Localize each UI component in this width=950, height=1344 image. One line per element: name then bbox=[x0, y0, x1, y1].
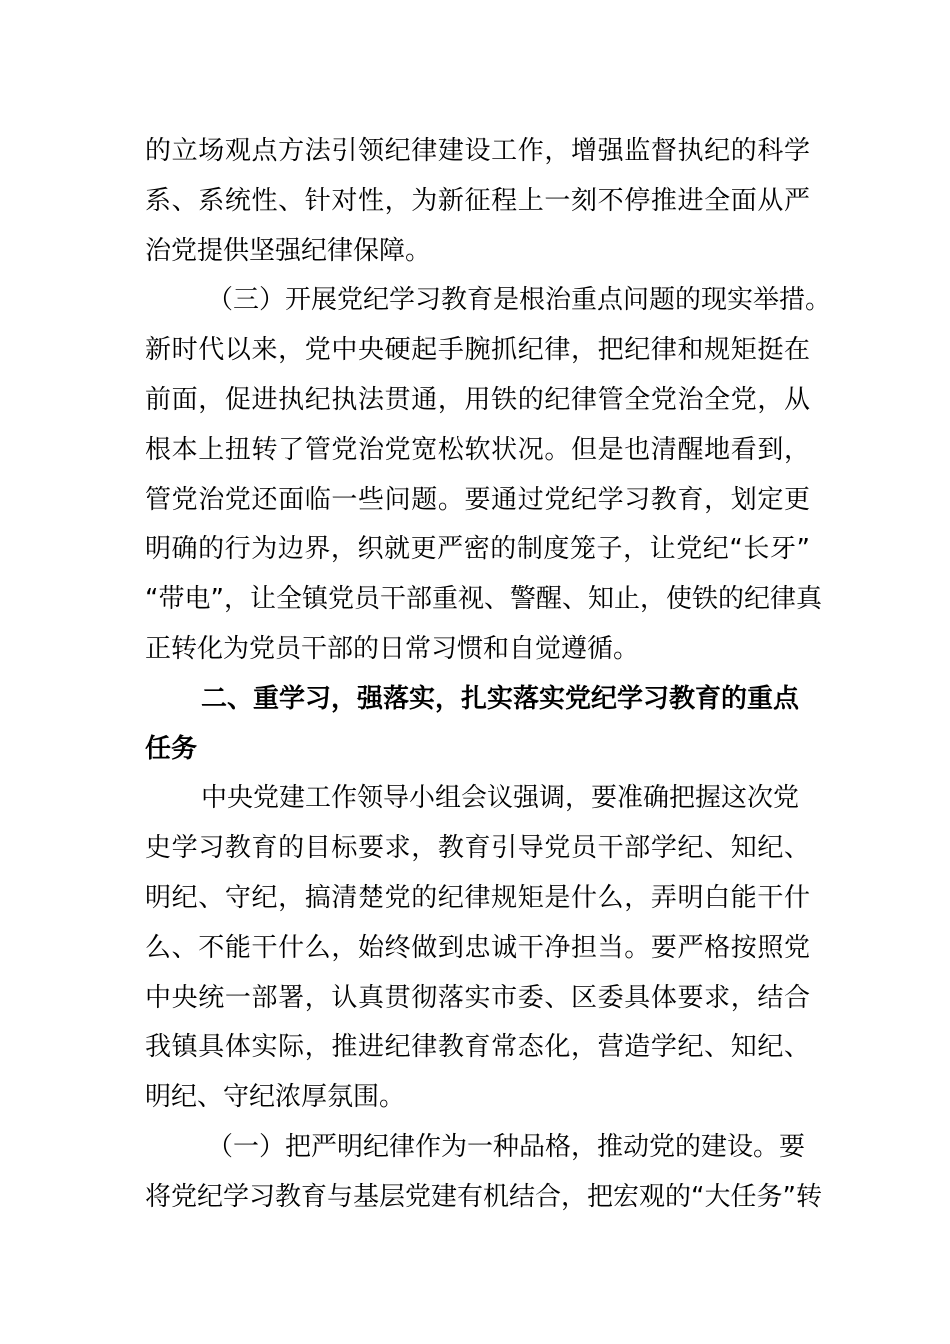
paragraph-line: 明确的行为边界，织就更严密的制度笼子，让党纪“长牙” bbox=[145, 534, 810, 565]
document-body bbox=[145, 127, 832, 1223]
paragraph-line: 正转化为党员干部的日常习惯和自觉遵循。 bbox=[145, 633, 640, 664]
paragraph-line: “带电”，让全镇党员干部重视、警醒、知止，使铁的纪律真 bbox=[145, 584, 822, 615]
paragraph-line: （一）把严明纪律作为一种品格，推动党的建设。要 bbox=[207, 1131, 806, 1162]
paragraph-line: 中央党建工作领导小组会议强调，要准确把握这次党 bbox=[201, 783, 800, 814]
paragraph-line: （三）开展党纪学习教育是根治重点问题的现实举措。 bbox=[207, 285, 832, 316]
paragraph-line: 明纪、守纪浓厚氛围。 bbox=[145, 1082, 406, 1113]
paragraph-line: 的立场观点方法引领纪律建设工作，增强监督执纪的科学 bbox=[145, 136, 810, 166]
paragraph-line: 将党纪学习教育与基层党建有机结合，把宏观的“大任务”转 bbox=[145, 1181, 822, 1212]
paragraph-line: 管党治党还面临一些问题。要通过党纪学习教育，划定更 bbox=[145, 484, 810, 515]
paragraph-line: 中央统一部署，认真贯彻落实市委、区委具体要求，结合 bbox=[145, 982, 810, 1013]
paragraph-line: 么、不能干什么，始终做到忠诚干净担当。要严格按照党 bbox=[145, 932, 810, 963]
paragraph-line: 治党提供坚强纪律保障。 bbox=[145, 235, 432, 266]
paragraph-line: 前面，促进执纪执法贯通，用铁的纪律管全党治全党，从 bbox=[145, 384, 810, 415]
paragraph-line: 系、系统性、针对性，为新征程上一刻不停推进全面从严 bbox=[145, 185, 810, 216]
paragraph-line: 我镇具体实际，推进纪律教育常态化，营造学纪、知纪、 bbox=[145, 1032, 810, 1063]
paragraph-line: 史学习教育的目标要求，教育引导党员干部学纪、知纪、 bbox=[145, 833, 810, 864]
paragraph-line: 明纪、守纪，搞清楚党的纪律规矩是什么，弄明白能干什 bbox=[145, 882, 810, 913]
paragraph-line: 根本上扭转了管党治党宽松软状况。但是也清醒地看到， bbox=[145, 434, 810, 465]
section-heading-line: 二、重学习，强落实，扎实落实党纪学习教育的重点 bbox=[201, 683, 800, 714]
paragraph-line: 新时代以来，党中央硬起手腕抓纪律，把纪律和规矩挺在 bbox=[145, 335, 810, 366]
section-heading-line: 任务 bbox=[145, 733, 198, 764]
